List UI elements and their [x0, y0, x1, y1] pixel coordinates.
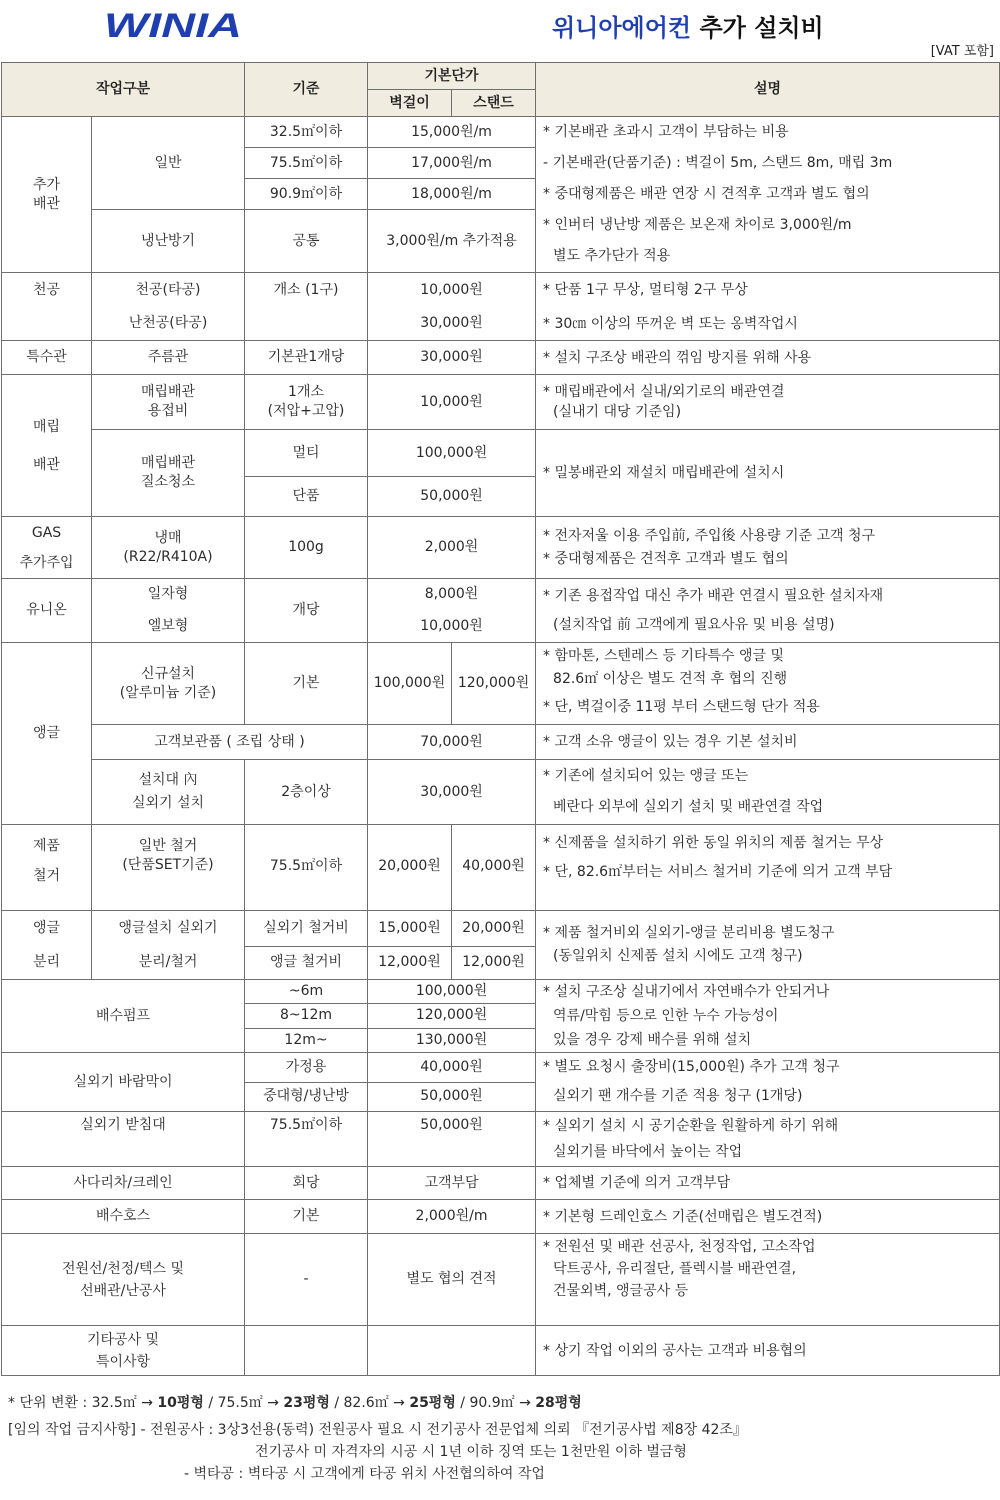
support-item: 실외기 받침대 [2, 1112, 245, 1167]
separation-item-2: 분리/철거 [92, 946, 245, 980]
gas-price: 2,000원 [368, 517, 536, 579]
pump-std-3: 12m~ [245, 1028, 368, 1052]
angle-customer: 고객보관품 ( 조립 상태 ) [92, 725, 368, 760]
extra-pipe-description: * 기본배관 초과시 고객이 부담하는 비용 - 기본배관(단품기준) : 벽걸이 5m, 스탠드 8m, 매립 3m * 중대형제품은 배관 연장 시 견적후 고객과 별도 협의 * 인버터 냉난방 제품은 보온재 차이로 3,000원/m 별도 추가단가 적용 [536, 117, 1000, 273]
special-std: 기본관1개당 [245, 341, 368, 375]
pump-price-2: 120,000원 [368, 1004, 536, 1028]
forbid-line-1: [임의 작업 금지사항] - 전원공사 : 3상3선용(동력) 전원공사 필요 시 전기공사 전문업체 의뢰 『전기공사법 제8장 42조』 [8, 1422, 747, 1438]
header-wall: 벽걸이 [368, 90, 452, 117]
ladder-std: 회당 [245, 1167, 368, 1200]
logo-text: WINIA [104, 7, 242, 42]
drill-desc-1: * 단품 1구 무상, 멀티형 2구 무상 [536, 273, 1000, 308]
buried-clean-std-single: 단품 [245, 477, 368, 517]
pump-std-2: 8~12m [245, 1004, 368, 1028]
angle-new-price-wall: 100,000원 [368, 643, 452, 725]
group-extra-pipe: 추가 배관 [2, 117, 92, 273]
pump-desc: * 설치 구조상 실내기에서 자연배수가 안되거나 역류/막힘 등으로 인한 누수 가능성이 있을 경우 강제 배수를 위해 설치 [536, 980, 1000, 1053]
extra-pipe-general: 일반 [92, 117, 245, 210]
other-desc: * 상기 작업 이외의 공사는 고객과 비용협의 [536, 1326, 1000, 1376]
support-desc: * 실외기 설치 시 공기순환을 원활하게 하기 위해 실외기를 바닥에서 높이는 작업 [536, 1112, 1000, 1167]
removal-desc: * 신제품을 설치하기 위한 동일 위치의 제품 철거는 무상 * 단, 82.6㎡부터는 서비스 철거비 기준에 의거 고객 부담 [536, 825, 1000, 911]
other-std [245, 1326, 368, 1376]
union-price-1: 8,000원 [368, 579, 536, 611]
union-desc: * 기존 용접작업 대신 추가 배관 연결시 필요한 설치자재 (설치작업 前 고객에게 필요사유 및 비용 설명) [536, 579, 1000, 643]
windshield-desc: * 별도 요청시 출장비(15,000원) 추가 고객 청구 실외기 팬 개수를 기준 적용 청구 (1개당) [536, 1053, 1000, 1112]
windshield-price-2: 50,000원 [368, 1082, 536, 1112]
title-rest: 추가 설치비 [699, 14, 824, 42]
header-base-price: 기본단가 [368, 63, 536, 90]
forbid-line-2: 전기공사 미 자격자의 시공 시 1년 이하 징역 또는 1천만원 이하 벌금형 [255, 1444, 687, 1460]
separation-price-1-stand: 20,000원 [452, 911, 536, 947]
angle-customer-desc: * 고객 소유 앵글이 있는 경우 기본 설치비 [536, 725, 1000, 760]
buried-weld: 매립배관 용접비 [92, 375, 245, 430]
separation-desc: * 제품 철거비외 실외기-앵글 분리비용 별도청구 (동일위치 신제품 설치 시에도 고객 청구) [536, 911, 1000, 980]
ladder-desc: * 업체별 기준에 의거 고객부담 [536, 1167, 1000, 1200]
pump-std-1: ~6m [245, 980, 368, 1004]
separation-std-2: 앵글 철거비 [245, 946, 368, 980]
power-price: 별도 협의 견적 [368, 1234, 536, 1326]
group-union: 유니온 [2, 579, 92, 643]
windshield-item: 실외기 바람막이 [2, 1053, 245, 1112]
drill-item-2: 난천공(타공) [92, 308, 245, 341]
gas-std: 100g [245, 517, 368, 579]
angle-outdoor-std: 2층이상 [245, 760, 368, 825]
separation-price-1-wall: 15,000원 [368, 911, 452, 947]
extra-pipe-std-3: 90.9㎡이하 [245, 179, 368, 210]
angle-customer-price: 70,000원 [368, 725, 536, 760]
angle-outdoor-price: 30,000원 [368, 760, 536, 825]
group-gas: GAS 추가주입 [2, 517, 92, 579]
install-cost-table [1, 62, 1000, 1376]
buried-weld-desc: * 매립배관에서 실내/외기로의 배관연결 (실내기 대당 기준임) [536, 375, 1000, 430]
windshield-std-1: 가정용 [245, 1053, 368, 1083]
other-price [368, 1326, 536, 1376]
ladder-item: 사다리차/크레인 [2, 1167, 245, 1200]
buried-clean-price-multi: 100,000원 [368, 430, 536, 477]
power-std: - [245, 1234, 368, 1326]
drill-price-2: 30,000원 [368, 308, 536, 341]
extra-pipe-heatcool-price: 3,000원/m 추가적용 [368, 210, 536, 273]
title-brand: 위니아에어컨 [552, 14, 692, 42]
group-separation: 앵글 분리 [2, 911, 92, 980]
angle-new-desc: * 함마톤, 스텐레스 등 기타특수 앵글 및 82.6㎡ 이상은 별도 견적 후 협의 진행 * 단, 벽걸이중 11평 부터 스탠드형 단가 적용 [536, 643, 1000, 725]
windshield-std-2: 중대형/냉난방 [245, 1082, 368, 1112]
removal-price-wall: 20,000원 [368, 825, 452, 911]
power-desc: * 전원선 및 배관 선공사, 천정작업, 고소작업 닥트공사, 유리절단, 플렉시블 배관연결, 건물외벽, 앵글공사 등 [536, 1234, 1000, 1326]
extra-pipe-std-1: 32.5㎡이하 [245, 117, 368, 148]
pump-item: 배수펌프 [2, 980, 245, 1053]
header-category: 작업구분 [2, 63, 245, 117]
hose-item: 배수호스 [2, 1200, 245, 1234]
separation-item-1: 앵글설치 실외기 [92, 911, 245, 947]
buried-weld-std: 1개소 (저압+고압) [245, 375, 368, 430]
hose-std: 기본 [245, 1200, 368, 1234]
special-item: 주름관 [92, 341, 245, 375]
support-std: 75.5㎡이하 [245, 1112, 368, 1167]
union-std: 개당 [245, 579, 368, 643]
header-description: 설명 [536, 63, 1000, 117]
gas-desc: * 전자저울 이용 주입前, 주입後 사용량 기준 고객 청구 * 중대형제품은 견적후 고객과 별도 협의 [536, 517, 1000, 579]
group-removal: 제품 철거 [2, 825, 92, 911]
extra-pipe-price-3: 18,000원/m [368, 179, 536, 210]
separation-price-2-stand: 12,000원 [452, 946, 536, 980]
support-price: 50,000원 [368, 1112, 536, 1167]
drill-std: 개소 (1구) [245, 273, 368, 341]
buried-weld-price: 10,000원 [368, 375, 536, 430]
drill-price-1: 10,000원 [368, 273, 536, 308]
power-item: 전원선/천정/텍스 및 선배관/난공사 [2, 1234, 245, 1326]
union-item-2: 엘보형 [92, 611, 245, 643]
windshield-price-1: 40,000원 [368, 1053, 536, 1083]
page-title [552, 8, 824, 43]
header-standard: 기준 [245, 63, 368, 117]
removal-price-stand: 40,000원 [452, 825, 536, 911]
header-stand: 스탠드 [452, 90, 536, 117]
unit-conversion: * 단위 변환 : 32.5㎡ → 10평형 / 75.5㎡ → 23평형 / 82.6㎡ → 25평형 / 90.9㎡ → 28평형 [8, 1395, 582, 1411]
removal-item: 일반 철거 (단품SET기준) [92, 825, 245, 911]
extra-pipe-price-2: 17,000원/m [368, 148, 536, 179]
hose-price: 2,000원/m [368, 1200, 536, 1234]
pump-price-3: 130,000원 [368, 1028, 536, 1052]
drill-item-1: 천공(타공) [92, 273, 245, 308]
angle-new: 신규설치 (알루미늄 기준) [92, 643, 245, 725]
other-item: 기타공사 및 특이사항 [2, 1326, 245, 1376]
angle-new-std: 기본 [245, 643, 368, 725]
separation-std-1: 실외기 철거비 [245, 911, 368, 947]
hose-desc: * 기본형 드레인호스 기준(선매립은 별도견적) [536, 1200, 1000, 1234]
extra-pipe-price-1: 15,000원/m [368, 117, 536, 148]
angle-outdoor-desc: * 기존에 설치되어 있는 앵글 또는 베란다 외부에 실외기 설치 및 배관연결 작업 [536, 760, 1000, 825]
union-price-2: 10,000원 [368, 611, 536, 643]
pump-price-1: 100,000원 [368, 980, 536, 1004]
vat-note: [VAT 포함] [930, 44, 994, 59]
buried-clean-std-multi: 멀티 [245, 430, 368, 477]
gas-item: 냉매 (R22/R410A) [92, 517, 245, 579]
winia-logo [104, 6, 244, 42]
ladder-price: 고객부담 [368, 1167, 536, 1200]
group-special: 특수관 [2, 341, 92, 375]
removal-std: 75.5㎡이하 [245, 825, 368, 911]
angle-new-price-stand: 120,000원 [452, 643, 536, 725]
special-desc: * 설치 구조상 배관의 꺾임 방지를 위해 사용 [536, 341, 1000, 375]
buried-clean: 매립배관 질소청소 [92, 430, 245, 517]
forbid-line-3: - 벽타공 : 벽타공 시 고객에게 타공 위치 사전협의하여 작업 [184, 1466, 545, 1482]
angle-outdoor: 설치대 內 실외기 설치 [92, 760, 245, 825]
extra-pipe-heatcool: 냉난방기 [92, 210, 245, 273]
forbidden-work-notice [8, 1419, 747, 1485]
group-drill: 천공 [2, 273, 92, 341]
special-price: 30,000원 [368, 341, 536, 375]
union-item-1: 일자형 [92, 579, 245, 611]
group-buried: 매립 배관 [2, 375, 92, 517]
extra-pipe-heatcool-std: 공통 [245, 210, 368, 273]
extra-pipe-std-2: 75.5㎡이하 [245, 148, 368, 179]
buried-clean-desc: * 밀봉배관외 재설치 매립배관에 설치시 [536, 430, 1000, 517]
buried-clean-price-single: 50,000원 [368, 477, 536, 517]
drill-desc-2: * 30㎝ 이상의 뚜꺼운 벽 또는 옹벽작업시 [536, 308, 1000, 341]
separation-price-2-wall: 12,000원 [368, 946, 452, 980]
group-angle: 앵글 [2, 643, 92, 825]
